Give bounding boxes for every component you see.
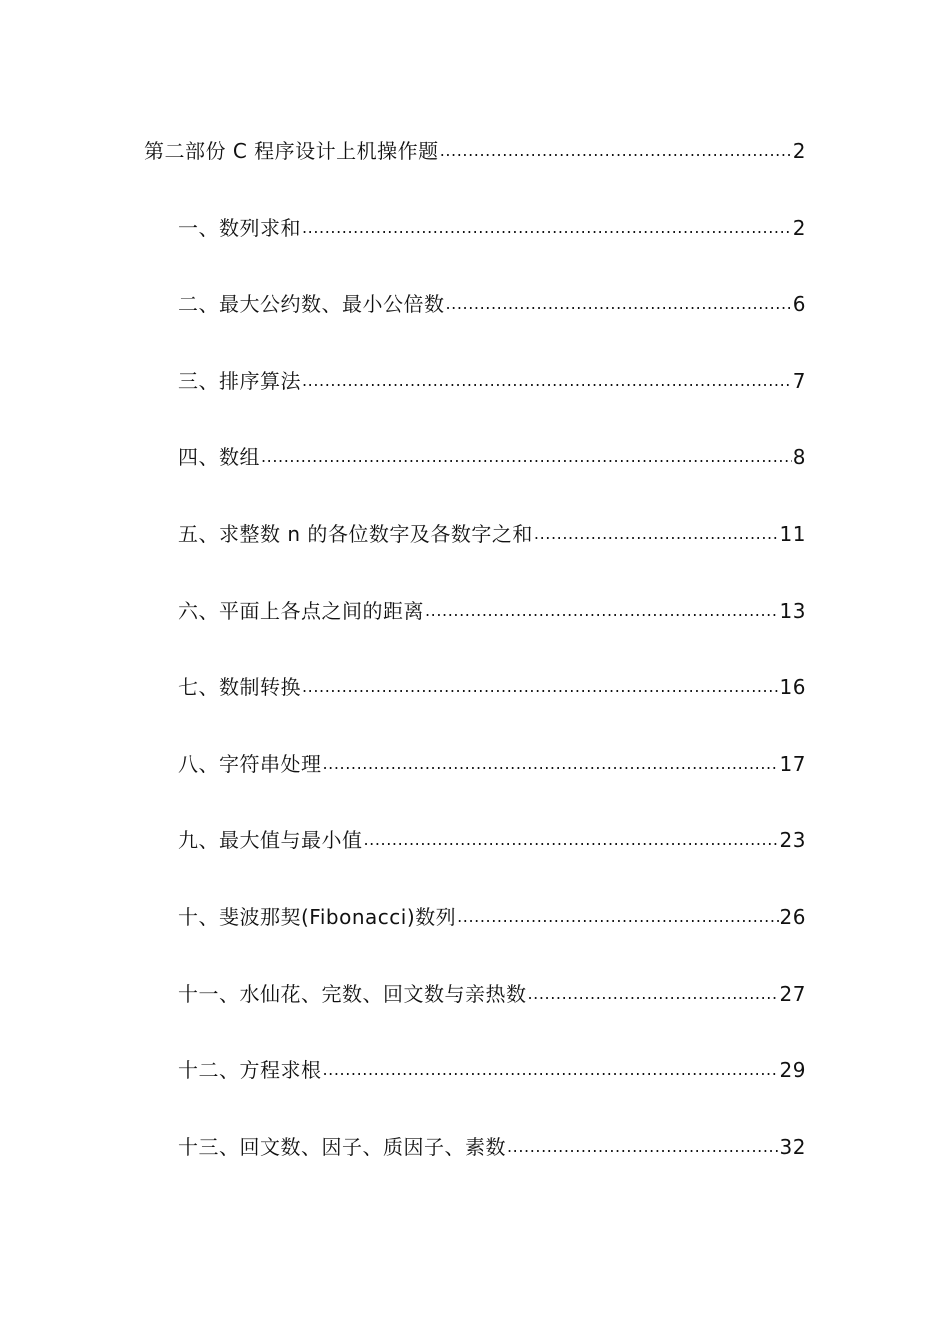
toc-entry-title: 三、排序算法 [178,368,301,393]
toc-dot-leader [534,515,779,553]
toc-dot-leader [323,745,779,783]
toc-dot-leader [507,1128,779,1166]
toc-entry-title: 一、数列求和 [178,215,301,240]
toc-entry[interactable] [178,515,806,553]
toc-entry[interactable] [178,285,806,323]
table-of-contents [0,132,950,1204]
toc-entry-page: 29 [779,1058,806,1083]
toc-entry[interactable] [178,821,806,859]
toc-entry-title: 十一、水仙花、完数、回文数与亲热数 [178,981,527,1006]
toc-entry-page: 2 [792,139,806,163]
toc-entry-page: 11 [779,521,806,546]
toc-entry-page: 16 [779,675,806,700]
toc-dot-leader [302,362,792,400]
toc-entry[interactable] [178,362,806,400]
toc-entry-page: 7 [792,368,806,393]
toc-entry-title: 八、字符串处理 [178,751,322,776]
toc-entry-title: 九、最大值与最小值 [178,828,363,853]
toc-entry-title: 四、数组 [178,445,260,470]
toc-entry[interactable] [178,975,806,1013]
toc-entry[interactable] [144,132,806,170]
toc-entry[interactable] [178,1128,806,1166]
toc-entry-title: 十、斐波那契(Fibonacci)数列 [178,904,457,929]
toc-dot-leader [528,975,779,1013]
toc-dot-leader [261,438,792,476]
toc-entry[interactable] [178,745,806,783]
toc-entry[interactable] [178,898,806,936]
toc-dot-leader [440,132,792,170]
toc-entry-page: 27 [779,981,806,1006]
toc-entry[interactable] [178,438,806,476]
toc-dot-leader [425,592,779,630]
toc-entry[interactable] [178,209,806,247]
toc-dot-leader [302,668,779,706]
toc-entry-page: 2 [792,215,806,240]
toc-entry-title: 二、最大公约数、最小公倍数 [178,292,445,317]
toc-entry-page: 23 [779,828,806,853]
toc-dot-leader [323,1051,779,1089]
toc-entry[interactable] [178,1051,806,1089]
toc-entry-title: 十三、回文数、因子、质因子、素数 [178,1134,506,1159]
toc-entry-title: 六、平面上各点之间的距离 [178,598,424,623]
toc-entry-page: 6 [792,292,806,317]
toc-entry-title: 第二部份 C 程序设计上机操作题 [144,139,439,163]
toc-entry-title: 十二、方程求根 [178,1058,322,1083]
toc-dot-leader [302,209,792,247]
toc-entry-page: 13 [779,598,806,623]
toc-entry[interactable] [178,668,806,706]
toc-dot-leader [457,898,778,936]
toc-entry-page: 8 [792,445,806,470]
toc-entry-page: 17 [779,751,806,776]
toc-entry-title: 五、求整数 n 的各位数字及各数字之和 [178,521,533,546]
toc-entry-title: 七、数制转换 [178,675,301,700]
toc-entry-page: 26 [779,904,806,929]
toc-dot-leader [446,285,792,323]
toc-entry-page: 32 [779,1134,806,1159]
toc-entry[interactable] [178,592,806,630]
toc-dot-leader [364,821,779,859]
